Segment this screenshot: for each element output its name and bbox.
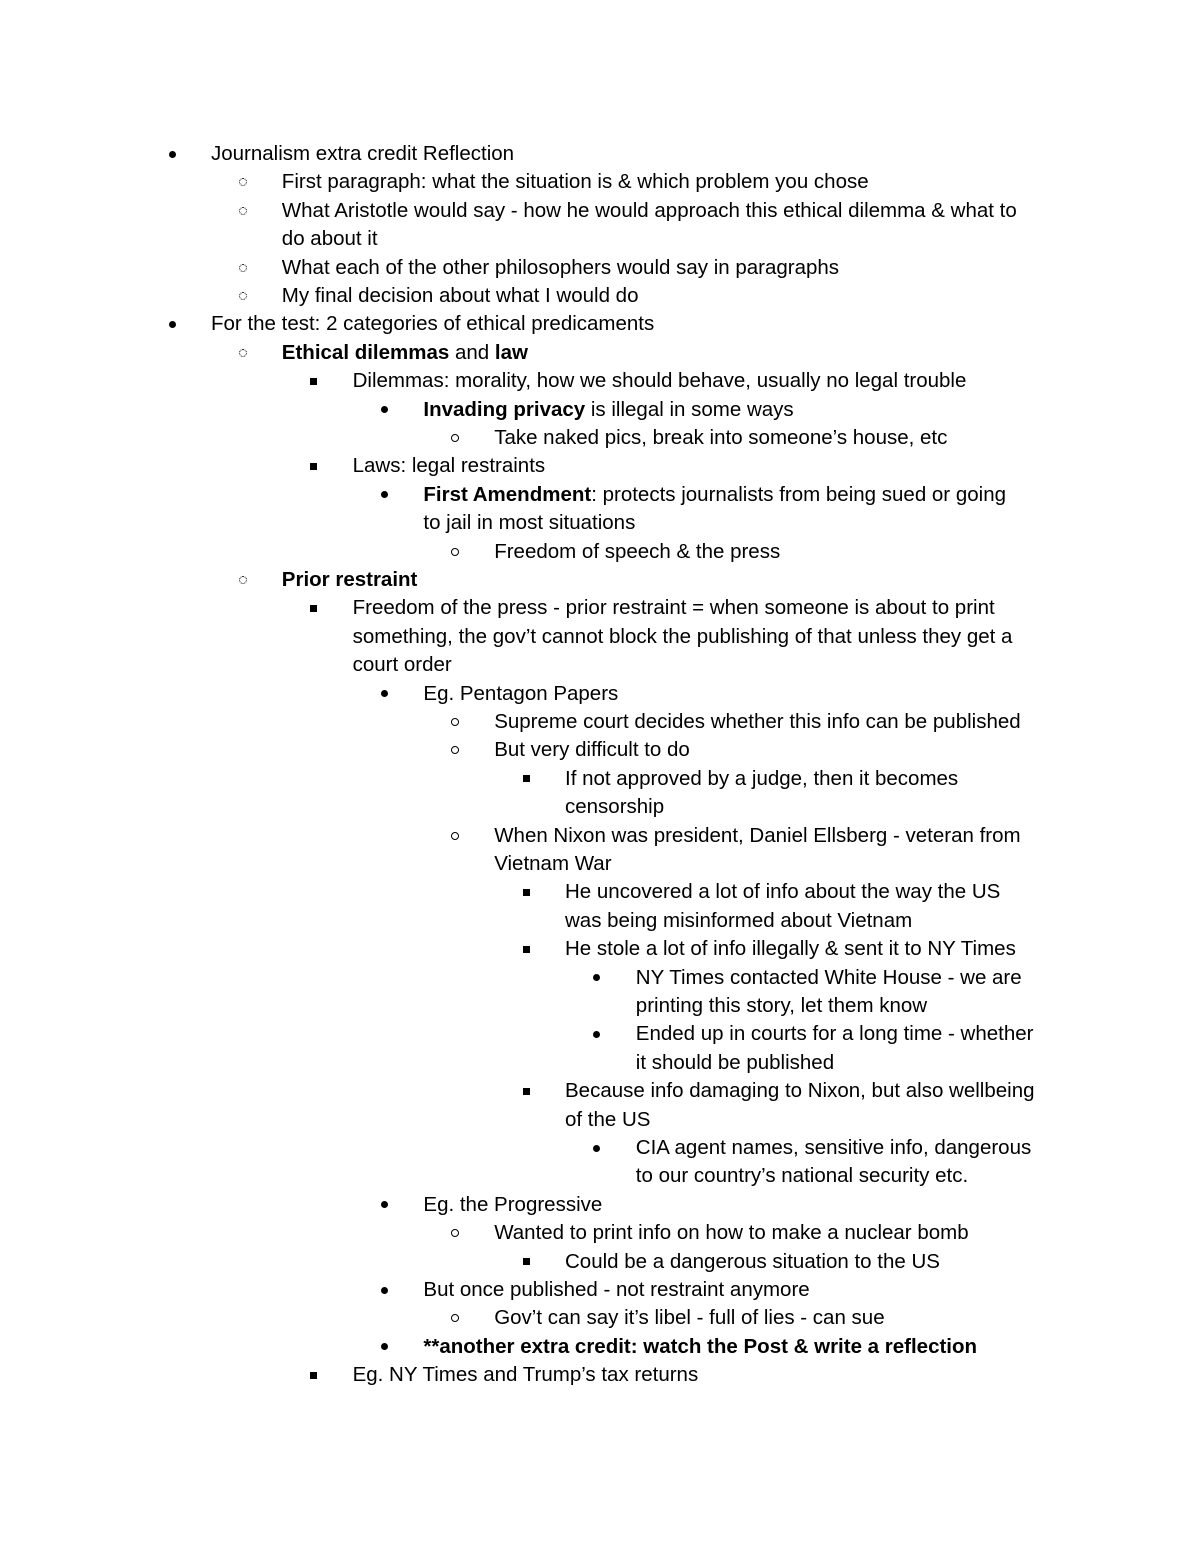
text: Freedom of the press - prior restraint = when someone is about to print [352,596,995,620]
ring-bullet-icon [445,1304,465,1332]
list-item-line [565,907,912,935]
list-item-line [565,935,1016,963]
text: and [449,340,495,364]
list-item-line [636,1049,834,1077]
list-item-line [211,140,514,168]
text: was being misinformed about Vietnam [565,908,913,932]
ring-bullet-icon [445,424,465,452]
list-item-line [282,339,528,367]
disc-bullet-icon [374,1191,394,1219]
square-bullet-icon [516,1077,536,1105]
list-item-line [282,168,869,196]
list-item-line [565,793,664,821]
bold-text: Prior restraint [281,568,418,591]
list-item-line [282,225,378,253]
list-item-line [565,1077,1035,1105]
list-item-line [423,680,618,708]
list-item-line [282,282,639,310]
list-item-line [423,509,635,537]
list-item-line [353,452,546,480]
hollow-bullet-icon [233,168,253,196]
text: But very difficult to do [494,738,690,762]
disc-bullet-icon [587,1134,607,1162]
ring-bullet-icon [445,822,465,850]
hollow-bullet-icon [233,254,253,282]
text: Wanted to print info on how to make a nuclear bomb [494,1221,969,1245]
list-item-line [494,850,611,878]
list-item-line [353,367,967,395]
square-bullet-icon [516,765,536,793]
list-item-line [494,1304,884,1332]
square-bullet-icon [516,935,536,963]
ring-bullet-icon [445,1219,465,1247]
text: something, the gov’t cannot block the publishing of that unless they get a [352,624,1013,648]
text: do about it [281,227,378,251]
square-bullet-icon [516,1248,536,1276]
hollow-bullet-icon [233,566,253,594]
list-item-line [636,964,1022,992]
list-item-line [353,594,995,622]
text: If not approved by a judge, then it becomes [565,766,959,790]
text: Take naked pics, break into someone’s house, etc [494,426,948,449]
ring-bullet-icon [445,736,465,764]
list-item-line [282,566,418,594]
ring-bullet-icon [445,538,465,566]
text: censorship [565,795,665,819]
text: to our country’s national security etc. [635,1164,969,1188]
bold-text: Ethical dilemmas [281,340,450,364]
list-item-line [353,1361,699,1389]
text: He uncovered a lot of info about the way the US [565,880,1001,904]
disc-bullet-icon [374,396,394,424]
disc-bullet-icon [374,680,394,708]
text: He stole a lot of info illegally & sent it to NY Times [565,937,1016,961]
list-item-line [494,1219,968,1247]
text: Ended up in courts for a long time - whether [635,1022,1034,1046]
text: Vietnam War [494,852,612,875]
list-item-line [353,651,452,679]
list-item-line [282,197,1017,225]
disc-bullet-icon [374,1276,394,1304]
list-item-line [423,396,793,424]
text: My final decision about what I would do [281,284,639,307]
bold-text: law [494,340,528,364]
disc-bullet-icon [374,1333,394,1361]
hollow-bullet-icon [233,197,253,225]
list-item-line [423,1191,602,1219]
ring-bullet-icon [445,708,465,736]
list-item-line [494,708,1020,736]
list-item-line [636,1134,1031,1162]
text: Journalism extra credit Reflection [211,142,515,165]
hollow-bullet-icon [233,282,253,310]
hollow-bullet-icon [233,339,253,367]
text: What each of the other philosophers would say in paragraphs [281,255,840,279]
disc-bullet-icon [587,1020,607,1048]
disc-bullet-icon [162,310,182,338]
text: Dilemmas: morality, how we should behave, usually no legal trouble [352,369,967,393]
text: court order [352,653,452,677]
text: it should be published [635,1050,835,1074]
square-bullet-icon [304,452,324,480]
text: printing this story, let them know [635,994,928,1017]
text: First paragraph: what the situation is & which problem you chose [281,170,869,194]
list-item-line [636,1162,968,1190]
list-item-line [494,736,690,764]
text: : protects journalists from being sued or going [591,482,1006,506]
list-item-line [423,1333,977,1361]
disc-bullet-icon [587,964,607,992]
text: But once published - not restraint anymore [423,1278,810,1301]
list-item-line [353,623,1013,651]
text: When Nixon was president, Daniel Ellsberg - veteran from [494,823,1021,847]
text: to jail in most situations [423,511,636,535]
bold-text: **another extra credit: watch the Post & write a reflection [423,1334,978,1358]
list-item-line [636,1020,1034,1048]
text: Eg. NY Times and Trump’s tax returns [352,1363,699,1387]
text: of the US [565,1107,651,1131]
text: Supreme court decides whether this info can be published [494,710,1021,733]
text: NY Times contacted White House - we are [635,965,1022,989]
square-bullet-icon [304,1361,324,1389]
text: Could be a dangerous situation to the US [565,1249,940,1273]
text: Gov’t can say it’s libel - full of lies - can sue [494,1306,885,1330]
list-item-line [565,765,958,793]
text: Laws: legal restraints [352,454,546,478]
text: Freedom of speech & the press [494,539,781,563]
list-item-line [494,822,1020,850]
text: For the test: 2 categories of ethical predicaments [211,312,655,336]
square-bullet-icon [304,594,324,622]
disc-bullet-icon [162,140,182,168]
list-item-line [565,878,1000,906]
text: Eg. the Progressive [423,1192,603,1216]
list-item-line [423,1276,809,1304]
bold-text: Invading privacy [423,397,586,421]
text: CIA agent names, sensitive info, dangerous [635,1136,1032,1159]
disc-bullet-icon [374,481,394,509]
text: Because info damaging to Nixon, but also wellbeing [565,1079,1035,1103]
list-item-line [636,992,927,1020]
list-item-line [494,538,780,566]
square-bullet-icon [516,878,536,906]
list-item-line [494,424,947,452]
text: Eg. Pentagon Papers [423,681,619,705]
bold-text: First Amendment [423,482,592,506]
list-item-line [423,481,1006,509]
list-item-line [282,254,839,282]
list-item-line [565,1106,650,1134]
square-bullet-icon [304,367,324,395]
text: What Aristotle would say - how he would approach this ethical dilemma & what to [281,198,1017,222]
list-item-line [565,1248,940,1276]
list-item-line [211,310,654,338]
text: is illegal in some ways [585,397,794,421]
